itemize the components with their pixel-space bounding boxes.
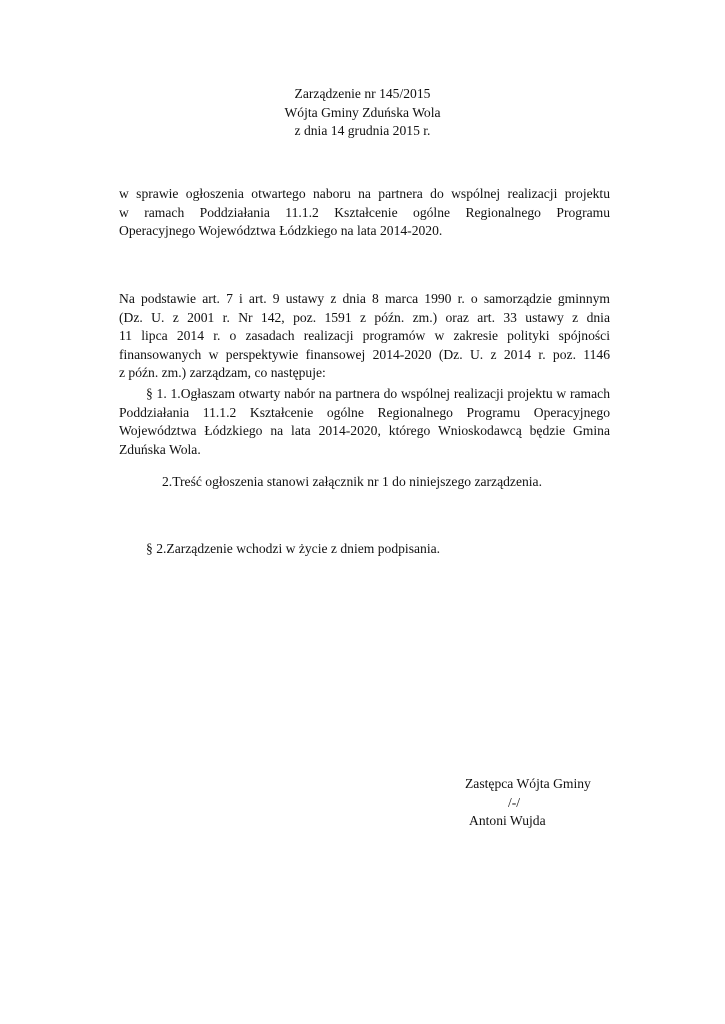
signature-mark: /-/ (508, 794, 521, 810)
section-1-point-1 (119, 385, 610, 459)
legal-basis-line: 11 lipca 2014 r. o zasadach realizacji programów w zakresie polityki spójności (119, 328, 610, 343)
subject-line: w ramach Poddziałania 11.1.2 Kształcenie ogólne Regionalnego Programu (119, 204, 610, 220)
subject-line: w sprawie ogłoszenia otwartego naboru na partnera do wspólnej realizacji projektu (119, 186, 610, 201)
signature-name: Antoni Wujda (469, 813, 546, 828)
section-1-line: Województwa Łódzkiego na lata 2014-2020, którego Wnioskodawcą będzie Gmina (119, 423, 610, 438)
document-title: Zarządzenie nr 145/2015 (294, 86, 431, 101)
legal-basis-line: (Dz. U. z 2001 r. Nr 142, poz. 1591 z późn. zm.) oraz art. 33 ustawy z dnia (119, 309, 610, 325)
legal-basis-paragraph (119, 290, 610, 383)
legal-basis-line: finansowanych w perspektywie finansowej 2014-2020 (Dz. U. z 2014 r. poz. 1146 (119, 346, 610, 362)
document-issuer: Wójta Gminy Zduńska Wola (284, 104, 441, 120)
section-1-line: Poddziałania 11.1.2 Kształcenie ogólne Regionalnego Programu Operacyjnego (119, 404, 610, 420)
document-header (0, 85, 725, 141)
signature-role: Zastępca Wójta Gminy (465, 776, 591, 791)
subject-paragraph (119, 185, 610, 241)
document-date: z dnia 14 grudnia 2015 r. (294, 123, 431, 138)
section-1-line: § 1. 1.Ogłaszam otwarty nabór na partnera do wspólnej realizacji projektu w ramach (146, 386, 610, 401)
legal-basis-line: z późn. zm.) zarządzam, co następuje: (119, 365, 326, 380)
section-1-point-2: 2.Treść ogłoszenia stanowi załącznik nr 1 do niniejszego zarządzenia. (162, 474, 542, 489)
legal-basis-line: Na podstawie art. 7 i art. 9 ustawy z dnia 8 marca 1990 r. o samorządzie gminnym (119, 291, 610, 306)
section-2: § 2.Zarządzenie wchodzi w życie z dniem podpisania. (146, 541, 441, 556)
subject-line: Operacyjnego Województwa Łódzkiego na lata 2014-2020. (119, 223, 443, 238)
signature-block (465, 775, 591, 831)
section-1-line: Zduńska Wola. (119, 441, 201, 457)
